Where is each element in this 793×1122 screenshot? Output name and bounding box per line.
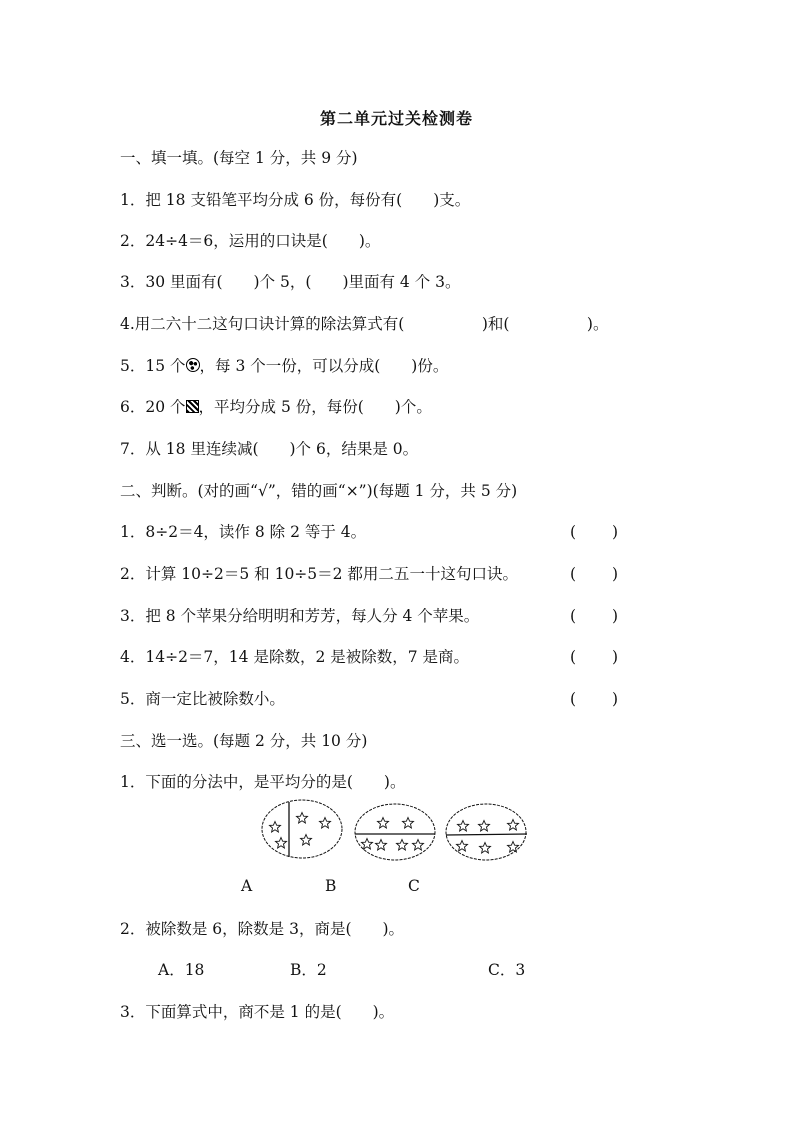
- question-1-5-suffix: ，每 3 个一份，可以分成( )份。: [199, 357, 449, 375]
- question-3-3: 3．下面算式中，商不是 1 的是( )。: [120, 1003, 395, 1021]
- figure-option-c: [446, 804, 527, 860]
- ball-icon: [186, 358, 200, 372]
- question-1-6-suffix: ，平均分成 5 份，每份( )个。: [198, 398, 432, 416]
- figure-option-b: [355, 804, 435, 860]
- choice-3-2-a: A．18: [158, 961, 205, 979]
- question-1-1: 1．把 18 支铅笔平均分成 6 份，每份有( )支。: [120, 191, 471, 209]
- section-heading-fill-in: 一、填一填。(每空 1 分，共 9 分): [120, 149, 358, 167]
- figure-option-a: [262, 800, 342, 858]
- question-1-2: 2．24÷4＝6，运用的口诀是( )。: [120, 232, 381, 250]
- figure-label-b: B: [325, 877, 337, 895]
- answer-bracket-2-1: ( ): [570, 523, 619, 541]
- question-1-6: [120, 397, 432, 417]
- question-1-6-prefix: 6．20 个: [120, 398, 186, 416]
- section-heading-multiple-choice: 三、选一选。(每题 2 分，共 10 分): [120, 732, 368, 750]
- choice-3-2-c: C．3: [488, 961, 526, 979]
- question-3-2: 2．被除数是 6，除数是 3，商是( )。: [120, 920, 405, 938]
- answer-bracket-2-4: ( ): [570, 648, 619, 666]
- question-3-1: 1．下面的分法中，是平均分的是( )。: [120, 773, 406, 791]
- question-1-7: 7．从 18 里连续减( )个 6，结果是 0。: [120, 440, 419, 458]
- answer-bracket-2-5: ( ): [570, 690, 619, 708]
- question-2-3: 3．把 8 个苹果分给明明和芳芳，每人分 4 个苹果。: [120, 607, 480, 625]
- question-2-5: 5．商一定比被除数小。: [120, 690, 285, 708]
- question-1-4: 4.用二六十二这句口诀计算的除法算式有( )和( )。: [120, 315, 609, 333]
- checker-square-icon: [186, 400, 199, 413]
- question-2-4: 4．14÷2＝7，14 是除数，2 是被除数，7 是商。: [120, 648, 470, 666]
- question-2-1: 1．8÷2＝4，读作 8 除 2 等于 4。: [120, 523, 367, 541]
- page-title: 第二单元过关检测卷: [319, 109, 473, 128]
- section-heading-true-false: 二、判断。(对的画“√”，错的画“×”)(每题 1 分，共 5 分): [120, 482, 518, 500]
- figure-label-c: C: [408, 877, 420, 895]
- division-figure: [255, 796, 535, 866]
- answer-bracket-2-2: ( ): [570, 565, 619, 583]
- question-1-5: [120, 356, 448, 376]
- answer-bracket-2-3: ( ): [570, 607, 619, 625]
- question-1-3: 3．30 里面有( )个 5，( )里面有 4 个 3。: [120, 273, 461, 291]
- question-2-2: 2．计算 10÷2＝5 和 10÷5＝2 都用二五一十这句口诀。: [120, 565, 518, 583]
- question-1-5-prefix: 5．15 个: [120, 357, 186, 375]
- choice-3-2-b: B．2: [290, 961, 327, 979]
- figure-label-a: A: [241, 877, 253, 895]
